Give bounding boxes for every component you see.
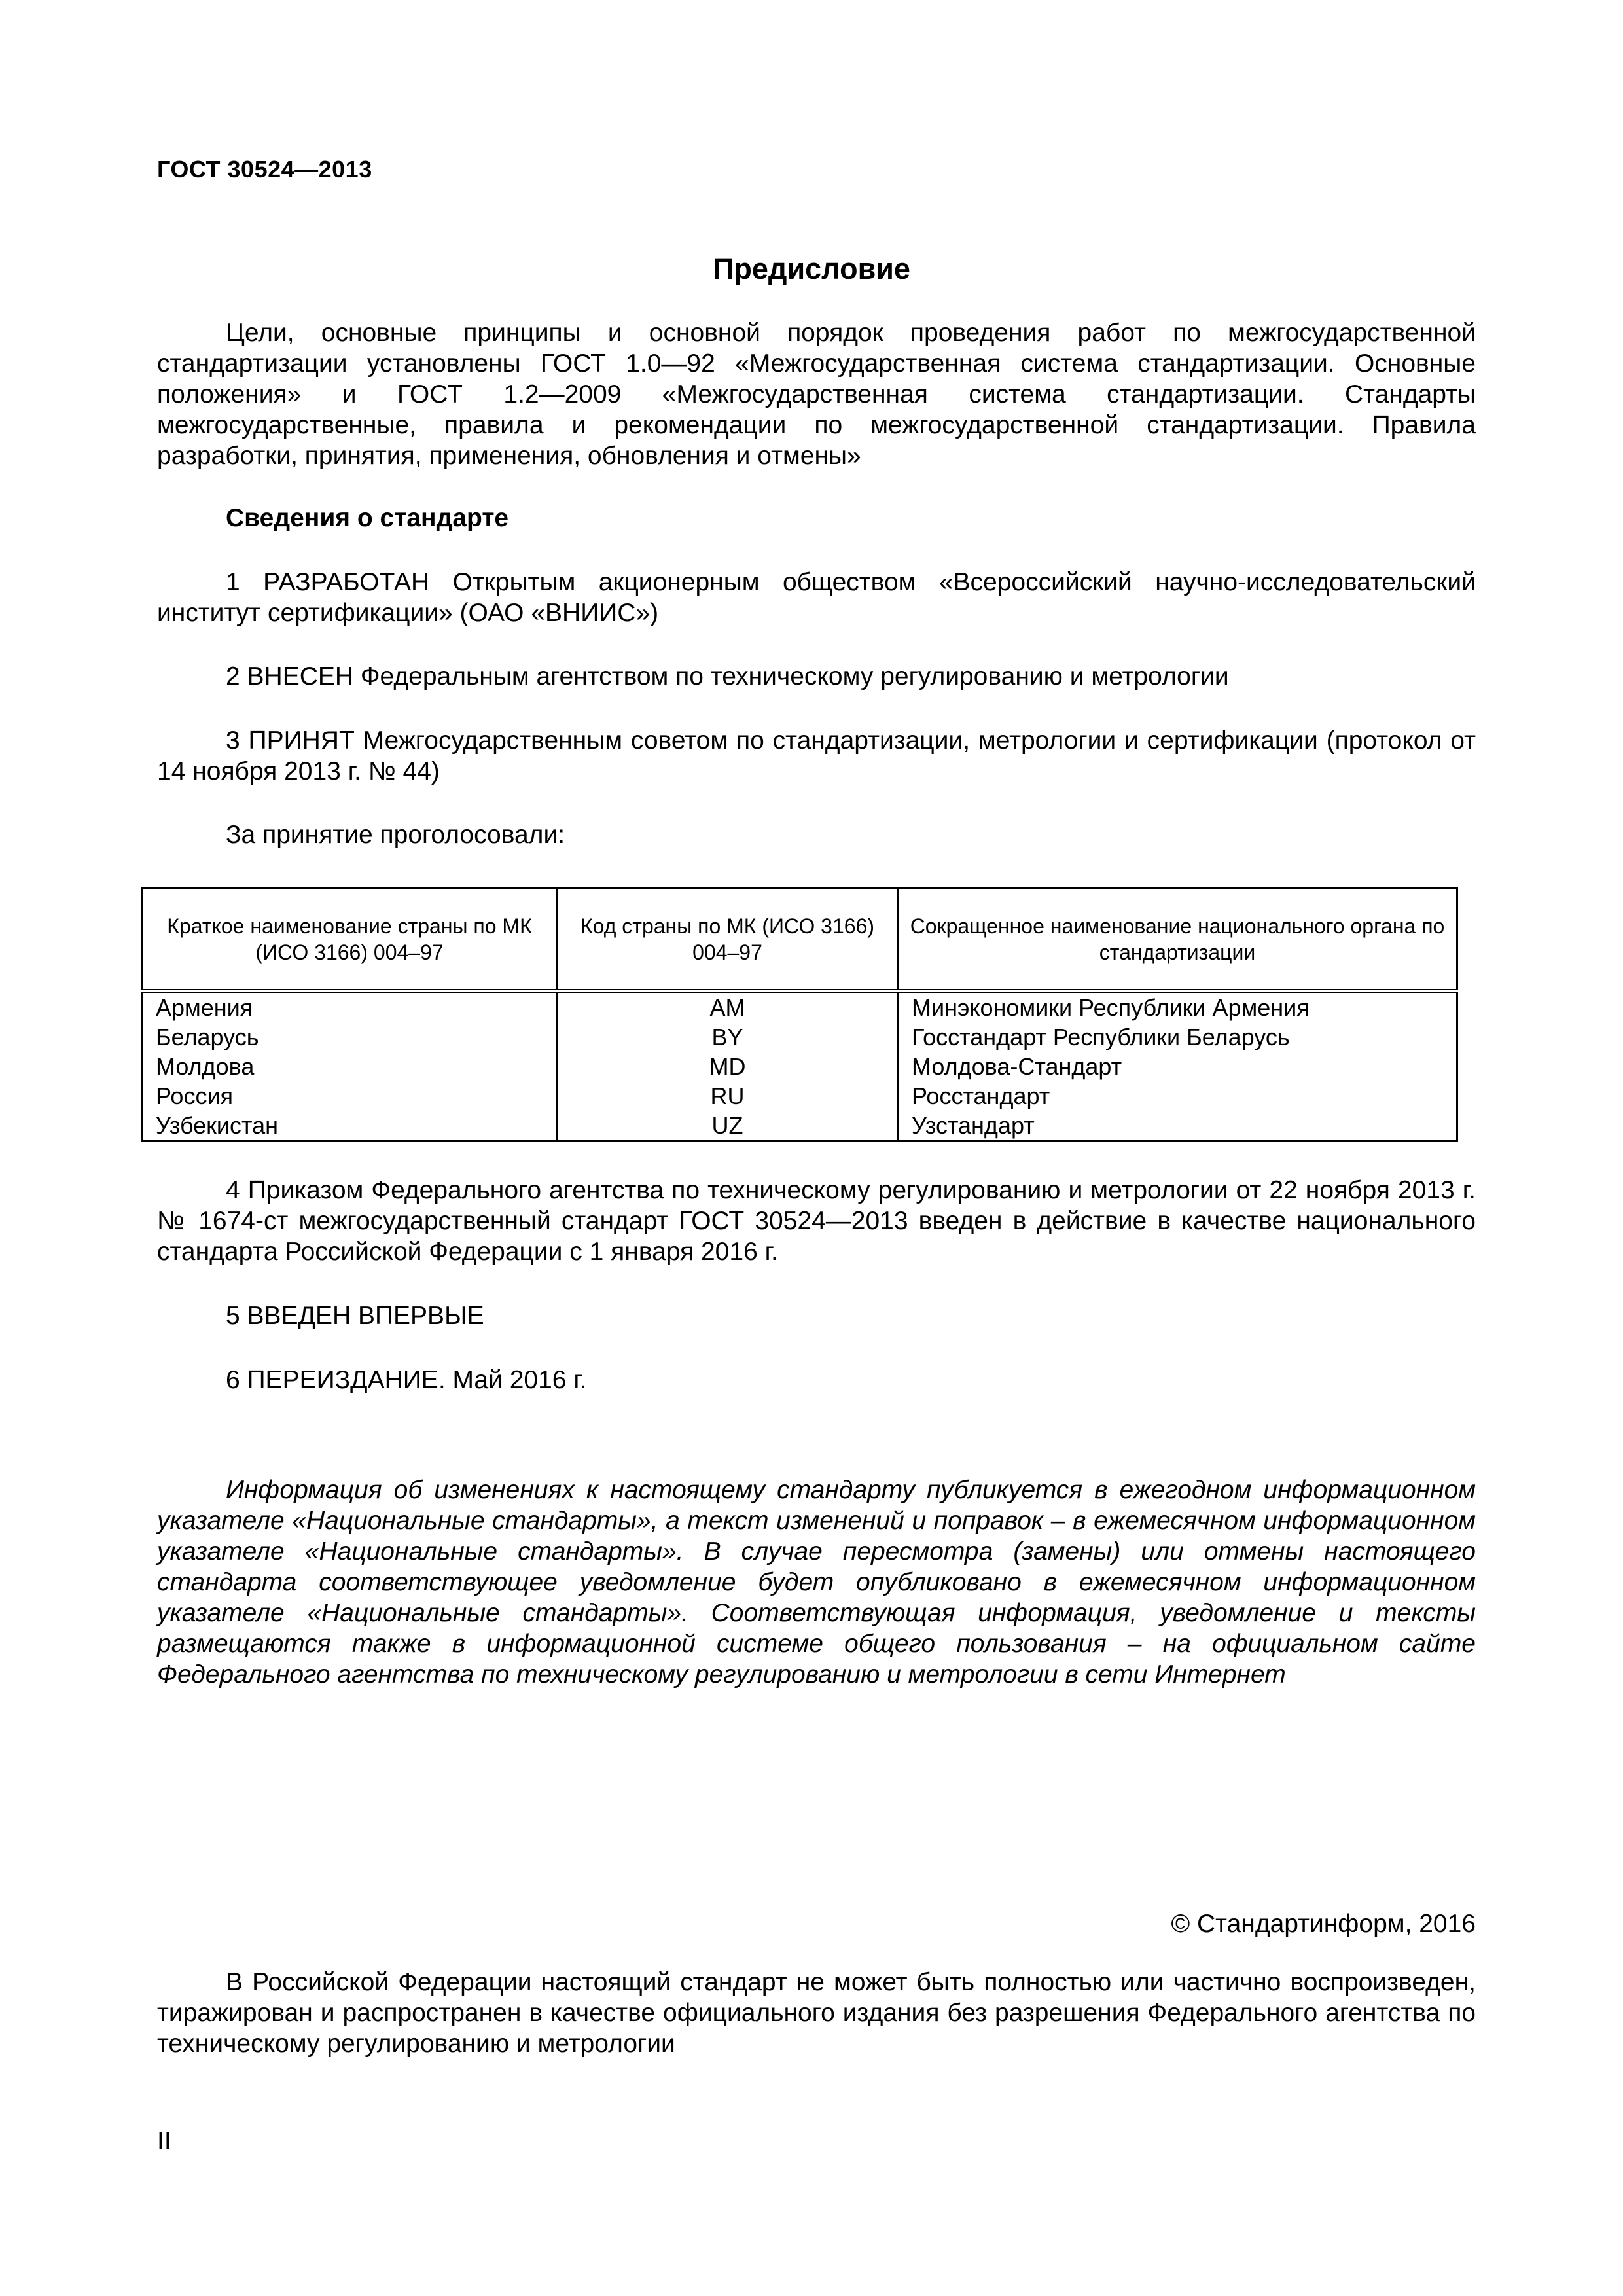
info-item-6: 6 ПЕРЕИЗДАНИЕ. Май 2016 г. [226,1366,587,1394]
info-item-3: 3 ПРИНЯТ Межгосударственным советом по стандартизации, метрологии и сертификации (протокол от 14 ноября 2013 г. № 44) [157,726,1476,785]
vote-table [141,887,1458,1142]
page-number: II [157,2127,171,2155]
national-body: Госстандарт Республики Беларусь [898,1022,1457,1052]
country-name: Армения [142,991,558,1022]
table-header-row [142,888,1457,992]
table-row [142,1052,1457,1081]
national-body: Минэкономики Республики Армения [898,991,1457,1022]
country-name: Узбекистан [142,1111,558,1141]
copyright: © Стандартинформ, 2016 [1171,1910,1476,1938]
rights-notice: В Российской Федерации настоящий стандарт не может быть полностью или частично воспроизведен, тиражирован и распространен в качестве официального издания без разрешения Федерального агентства по техническому регулированию и метрологии [157,1968,1476,2058]
vote-intro: За принятие проголосовали: [226,821,565,849]
national-body: Узстандарт [898,1111,1457,1141]
header-country-name: Краткое наименование страны по МК (ИСО 3166) 004–97 [142,888,558,992]
header-national-body: Сокращенное наименование национального органа по стандартизации [898,888,1457,992]
country-code: BY [558,1022,898,1052]
country-code: RU [558,1081,898,1111]
table-row [142,1081,1457,1111]
table-row [142,1022,1457,1052]
info-item-1: 1 РАЗРАБОТАН Открытым акционерным обществом «Всероссийский научно-исследовательский институт сертификации» (ОАО «ВНИИС») [157,568,1476,627]
info-item-4: 4 Приказом Федерального агентства по техническому регулированию и метрологии от 22 ноября 2013 г. № 1674-ст межгосударственный стандарт ГОСТ 30524—2013 введен в действие в качестве национального стандарта Российской Федерации с 1 января 2016 г. [157,1176,1476,1266]
amendments-note: Информация об изменениях к настоящему стандарту публикуется в ежегодном информационном указателе «Национальные стандарты», а текст изменений и поправок – в ежемесячном информационном указателе «Национальные стандарты». В случае пересмотра (замены) или отмены настоящего стандарта соответствующее уведомление будет опубликовано в ежемесячном информационном указателе «Национальные стандарты». Соответствующая информация, уведомление и тексты размещаются также в информационной системе общего пользования – на официальном сайте Федерального агентства по техническому регулированию и метрологии в сети Интернет [157,1476,1476,1689]
table-row [142,991,1457,1022]
national-body: Росстандарт [898,1081,1457,1111]
header-country-code: Код страны по МК (ИСО 3166) 004–97 [558,888,898,992]
country-code: MD [558,1052,898,1081]
document-id: ГОСТ 30524—2013 [157,156,372,183]
country-code: UZ [558,1111,898,1141]
info-item-2: 2 ВНЕСЕН Федеральным агентством по техническому регулированию и метрологии [226,662,1229,691]
page-title: Предисловие [713,252,910,285]
standard-info-heading: Сведения о стандарте [226,504,509,532]
country-name: Молдова [142,1052,558,1081]
national-body: Молдова-Стандарт [898,1052,1457,1081]
country-code: AM [558,991,898,1022]
country-name: Беларусь [142,1022,558,1052]
table-row [142,1111,1457,1141]
intro-paragraph: Цели, основные принципы и основной порядок проведения работ по межгосударственной стандартизации установлены ГОСТ 1.0—92 «Межгосударственная система стандартизации. Основные положения» и ГОСТ 1.2—2009 «Межгосударственная система стандартизации. Стандарты межгосударственные, правила и рекомендации по межгосударственной стандартизации. Правила разработки, принятия, применения, обновления и отмены» [157,319,1476,470]
info-item-5: 5 ВВЕДЕН ВПЕРВЫЕ [226,1302,484,1330]
country-name: Россия [142,1081,558,1111]
